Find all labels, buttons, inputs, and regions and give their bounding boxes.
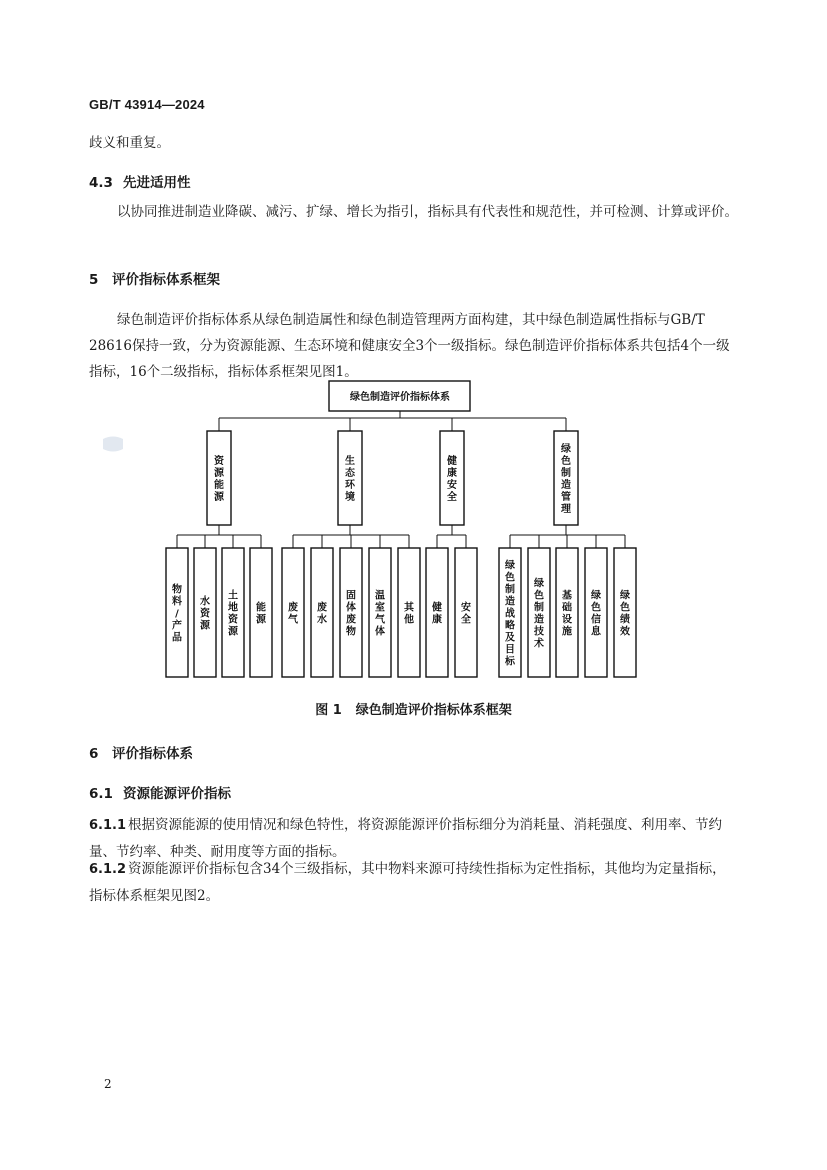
paragraph-6-1-2 (89, 856, 739, 909)
level1-node-label: 生态环境 (345, 456, 355, 503)
figure-number: 图 1 (315, 703, 342, 718)
clause-text: 资源能源评价指标包含34个三级指标，其中物料来源可持续性指标为定性指标，其他均为定量指标，指标体系框架见图2。 (89, 861, 726, 904)
section-title: 评价指标体系框架 (112, 272, 220, 288)
section-title: 资源能源评价指标 (123, 786, 231, 802)
section-6-heading (89, 742, 193, 762)
figure-title: 绿色制造评价指标体系框架 (355, 703, 512, 718)
section-number: 6.1 (89, 786, 113, 802)
page-number: 2 (104, 1077, 112, 1091)
section-number: 6 (89, 746, 99, 762)
level2-node-label: 水资源 (200, 596, 210, 632)
level2-node-label: 安全 (461, 602, 471, 626)
level1-node-label: 绿色制造管理 (561, 444, 571, 515)
level2-node-label: 绿色信息 (591, 590, 601, 638)
figure-1-caption (0, 699, 827, 718)
level2-node-label: 健康 (432, 602, 442, 626)
level2-node-label: 物料/产品 (172, 584, 182, 644)
level2-node-label: 能源 (256, 602, 266, 626)
level2-node-label: 固体废物 (346, 590, 356, 638)
paragraph-5: 绿色制造评价指标体系从绿色制造属性和绿色制造管理两方面构建，其中绿色制造属性指标与GB/T 28616保持一致，分为资源能源、生态环境和健康安全3个一级指标。绿色制造评价指标体系共包括4个一级指标，16个二级指标，指标体系框架见图1。 (89, 312, 730, 380)
section-number: 5 (89, 272, 99, 288)
section-title: 先进适用性 (123, 175, 191, 191)
level2-node-label: 温室气体 (375, 590, 385, 638)
clause-number: 6.1.1 (89, 818, 127, 833)
section-number: 4.3 (89, 175, 113, 191)
root-node-label: 绿色制造评价指标体系 (350, 392, 450, 403)
section-title: 评价指标体系 (112, 746, 193, 762)
level2-node-label: 废气 (288, 602, 298, 626)
level2-node-label: 绿色制造技术 (534, 578, 544, 650)
level1-node-label: 健康安全 (447, 456, 457, 503)
level2-node-label: 其他 (404, 602, 414, 626)
standard-code-header: GB/T 43914—2024 (89, 97, 205, 112)
level2-node-label: 土地资源 (228, 590, 238, 638)
clause-number: 6.1.2 (89, 862, 127, 877)
level2-node-label: 绿色绩效 (620, 590, 630, 638)
clause-text: 根据资源能源的使用情况和绿色特性，将资源能源评价指标细分为消耗量、消耗强度、利用率、节约量、节约率、种类、耐用度等方面的指标。 (89, 817, 722, 860)
paragraph-4-3: 以协同推进制造业降碳、减污、扩绿、增长为指引，指标具有代表性和规范性，并可检测、计算或评价。 (117, 204, 738, 220)
level2-node-label: 绿色制造战略及目标 (505, 560, 515, 668)
level2-node-label: 废水 (317, 602, 327, 626)
section-6-1-heading (89, 782, 231, 802)
level2-node-label: 基础设施 (562, 590, 572, 638)
continued-text: 歧义和重复。 (89, 135, 170, 151)
level1-node-label: 资源能源 (214, 456, 224, 503)
